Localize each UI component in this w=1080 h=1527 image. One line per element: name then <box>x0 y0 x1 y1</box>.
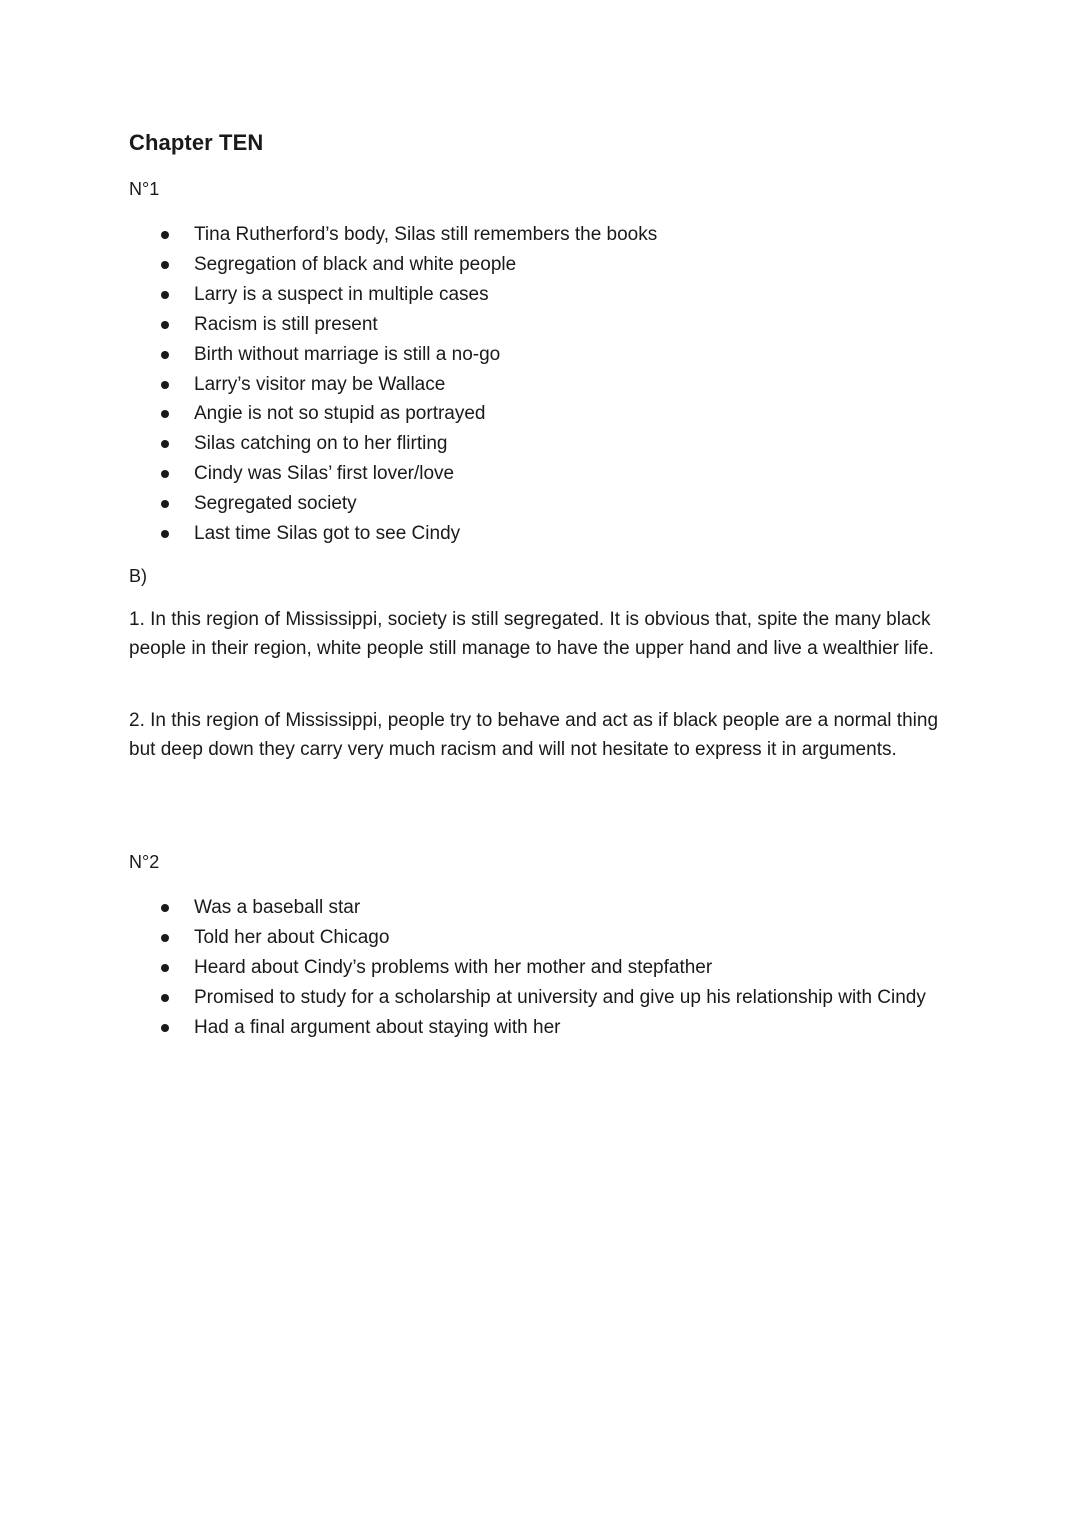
list-item <box>160 250 940 280</box>
page-title: Chapter TEN <box>129 130 264 155</box>
list-item-text: Tina Rutherford’s body, Silas still remembers the books <box>194 224 658 245</box>
list-item <box>160 459 940 489</box>
bullet-list-n1 <box>160 220 940 549</box>
list-item-text: Segregation of black and white people <box>194 253 517 275</box>
bullet-icon <box>161 231 169 239</box>
list-item-text: Larry’s visitor may be Wallace <box>194 373 446 395</box>
list-item-text: Told her about Chicago <box>194 926 390 948</box>
section-label-n2: N°2 <box>129 852 160 872</box>
bullet-icon <box>161 381 169 389</box>
bullet-icon <box>161 321 169 329</box>
list-item-text: Heard about Cindy’s problems with her mother and stepfather <box>194 956 713 978</box>
bullet-icon <box>161 440 169 448</box>
list-item-text: Birth without marriage is still a no-go <box>194 343 501 365</box>
bullet-icon <box>161 500 169 508</box>
list-item-text: Silas catching on to her flirting <box>194 433 448 455</box>
section-label-b: B) <box>129 566 147 586</box>
list-item <box>160 310 940 340</box>
bullet-icon <box>161 291 169 299</box>
list-item <box>160 489 940 519</box>
list-item-text: Segregated society <box>194 493 357 515</box>
bullet-list-n2 <box>160 893 940 1043</box>
paragraph-2: 2. In this region of Mississippi, people try to behave and act as if black people are a normal thing but deep down they carry very much racism and will not hesitate to express it in arguments. <box>129 710 939 760</box>
bullet-icon <box>161 351 169 359</box>
list-item <box>160 1013 940 1043</box>
list-item <box>160 953 940 983</box>
list-item <box>160 340 940 370</box>
list-item <box>160 923 940 953</box>
list-item <box>160 983 940 1013</box>
list-item-text: Promised to study for a scholarship at university and give up his relationship with Cindy <box>194 986 926 1008</box>
list-item <box>160 399 940 429</box>
bullet-icon <box>161 904 169 912</box>
bullet-icon <box>161 1024 169 1032</box>
list-item-text: Cindy was Silas’ first lover/love <box>194 463 455 485</box>
list-item-text: Last time Silas got to see Cindy <box>194 523 461 545</box>
list-item-text: Racism is still present <box>194 313 378 335</box>
list-item <box>160 280 940 310</box>
list-item-text: Had a final argument about staying with her <box>194 1016 561 1038</box>
list-item-text: Larry is a suspect in multiple cases <box>194 283 489 305</box>
list-item <box>160 519 940 549</box>
bullet-icon <box>161 410 169 418</box>
bullet-icon <box>161 964 169 972</box>
bullet-icon <box>161 934 169 942</box>
list-item <box>160 893 940 923</box>
bullet-icon <box>161 470 169 478</box>
list-item <box>160 429 940 459</box>
list-item <box>160 220 940 250</box>
section-label-n1: N°1 <box>129 179 160 199</box>
bullet-icon <box>161 261 169 269</box>
paragraph-1: 1. In this region of Mississippi, society is still segregated. It is obvious that, spite the many black people in their region, white people still manage to have the upper hand and live a wealthier life. <box>129 609 934 659</box>
list-item-text: Was a baseball star <box>194 897 361 918</box>
bullet-icon <box>161 994 169 1002</box>
list-item-text: Angie is not so stupid as portrayed <box>194 403 486 425</box>
bullet-icon <box>161 530 169 538</box>
list-item <box>160 370 940 400</box>
